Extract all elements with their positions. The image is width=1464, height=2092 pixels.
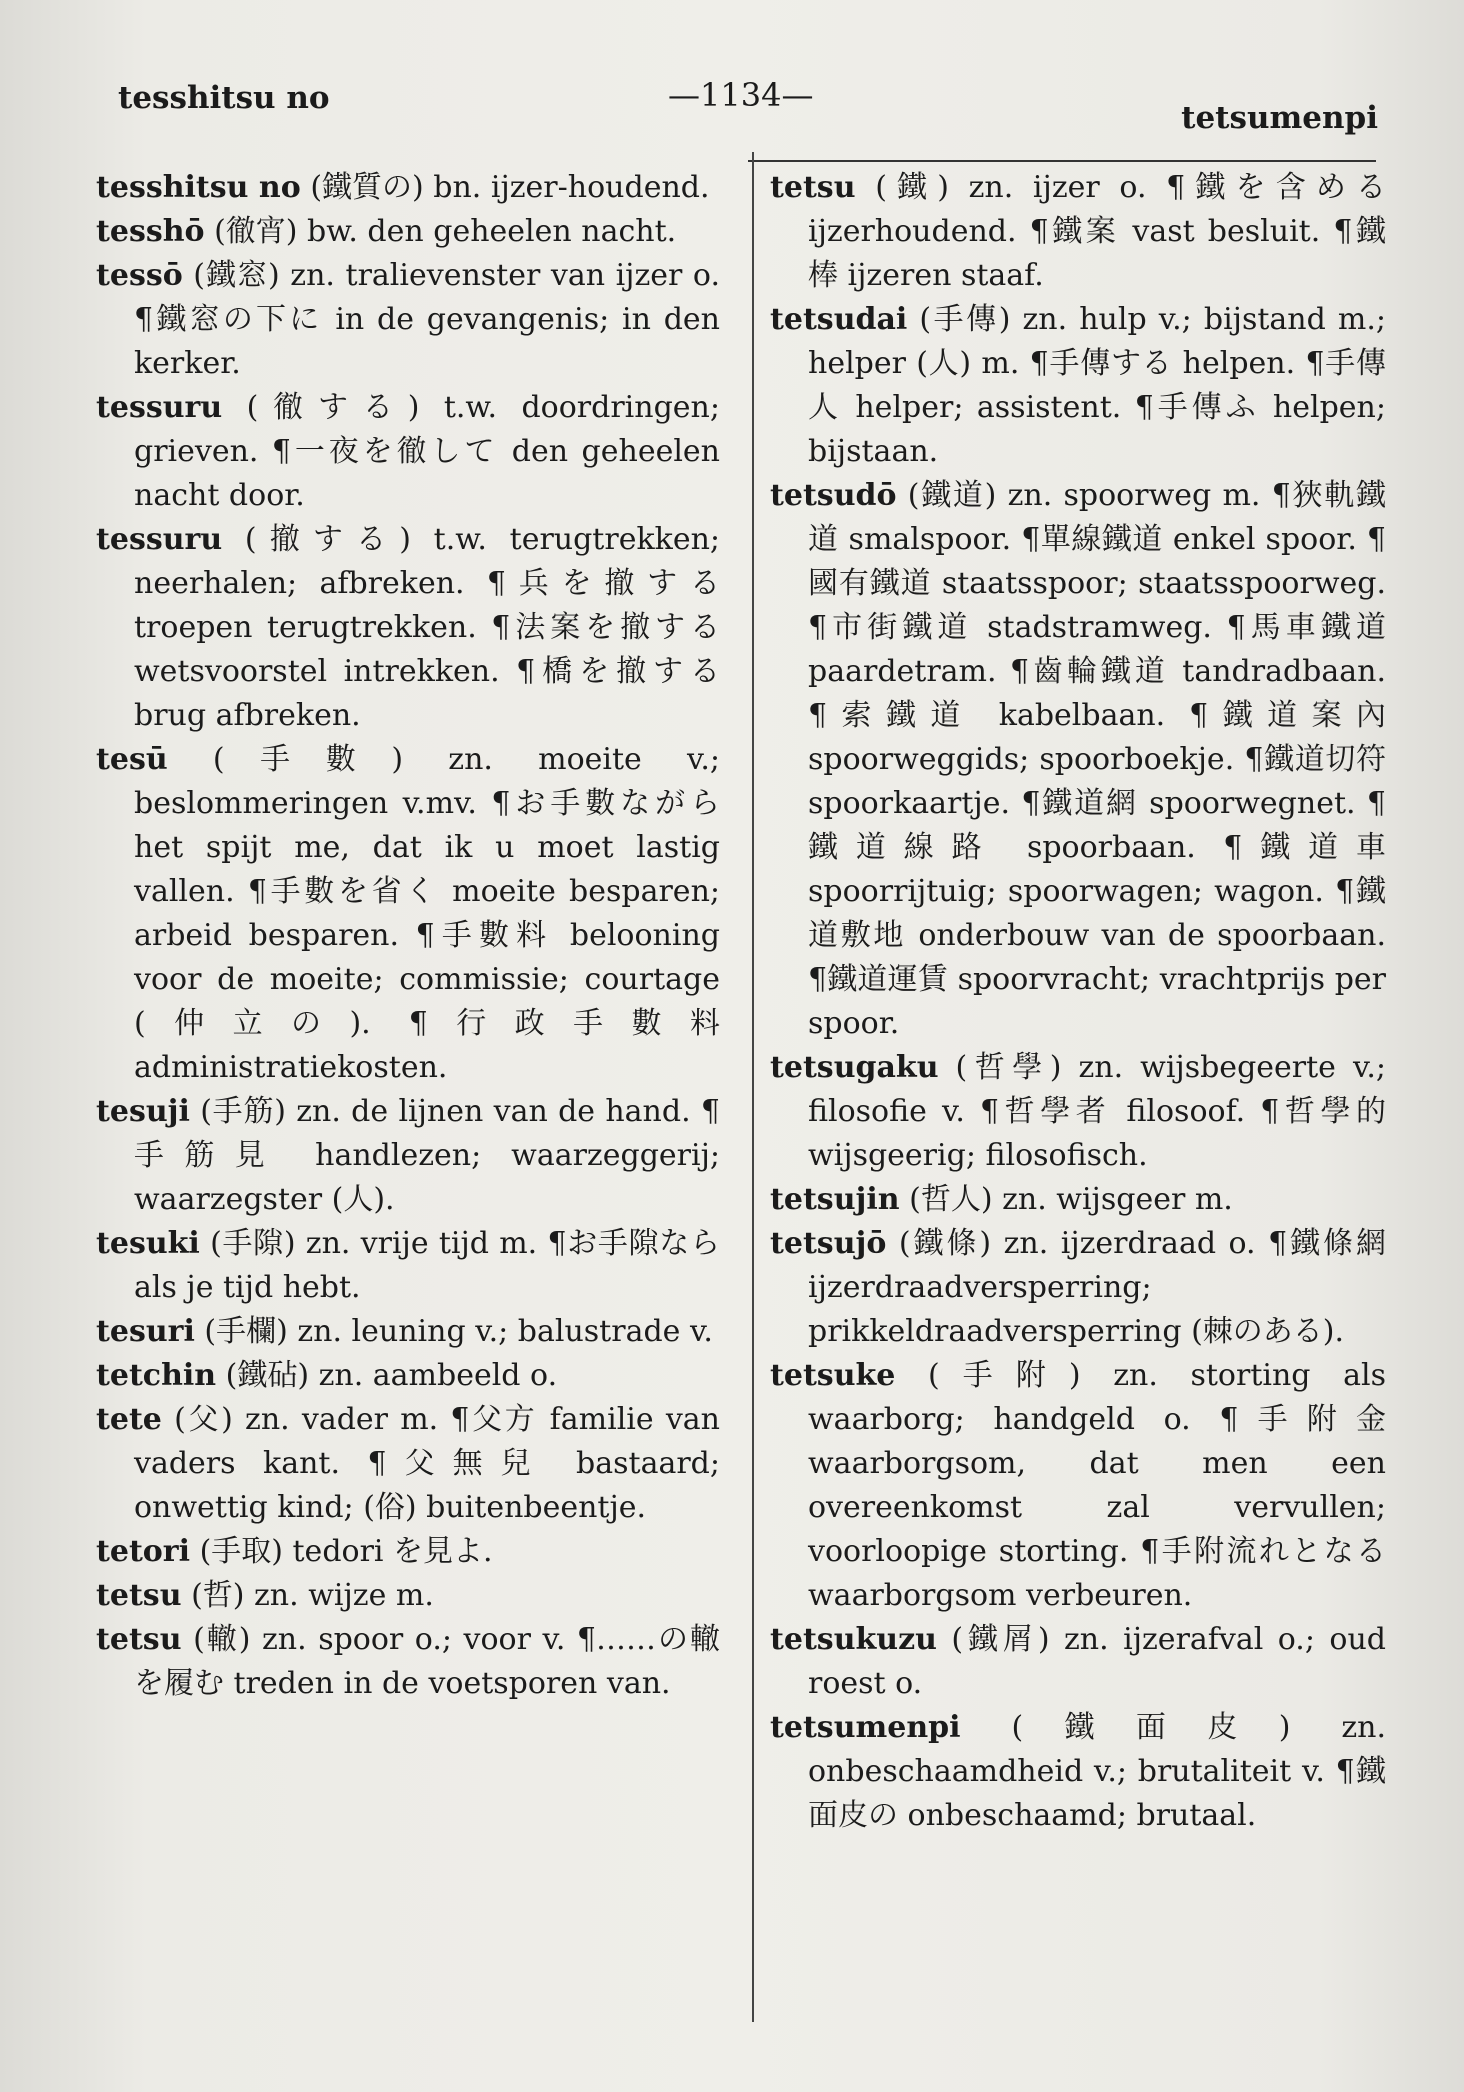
header-rule <box>748 160 1376 162</box>
entry-definition: (鐵屑) zn. ijzerafval o.; oud roest o. <box>808 1622 1386 1701</box>
dictionary-entry <box>770 1046 1386 1178</box>
dictionary-entry <box>96 1618 720 1706</box>
dictionary-entry <box>96 1398 720 1530</box>
header-left-guideword: tesshitsu no <box>118 80 330 116</box>
entry-headword: tesuji <box>96 1094 190 1129</box>
entry-definition: (手傳) zn. hulp v.; bijstand m.; helper (人) m. ¶手傳する helpen. ¶手傳人 helper; assistent. ¶手傳ふ helpen; bijstaan. <box>808 302 1386 469</box>
entry-headword: tetsu <box>96 1622 182 1657</box>
entry-definition: (哲學) zn. wijsbegeerte v.; filosofie v. ¶哲學者 filosoof. ¶哲學的 wijsgeerig; filosofisch. <box>808 1050 1386 1173</box>
entry-headword: tetori <box>96 1534 191 1569</box>
entry-headword: tessuru <box>96 522 223 557</box>
entry-headword: tetsumenpi <box>770 1710 961 1745</box>
entry-definition: (鐵窓) zn. tralievenster van ijzer o. ¶鐵窓の下に in de gevangenis; in den kerker. <box>134 258 720 381</box>
entry-headword: tetsudō <box>770 478 897 513</box>
dictionary-entry <box>96 386 720 518</box>
dictionary-entry <box>96 738 720 1090</box>
dictionary-entry <box>770 166 1386 298</box>
entry-headword: tetsujō <box>770 1226 887 1261</box>
entry-definition: (鐵道) zn. spoorweg m. ¶狹軌鐵道 smalspoor. ¶單線鐵道 enkel spoor. ¶國有鐵道 staatsspoor; staatsspoorweg. ¶市街鐵道 stadstramweg. ¶馬車鐵道 paardetram. ¶齒輪鐵道 tandradbaan. ¶索鐵道 kabelbaan. ¶鐵道案內 spoorweggids; spoorboekje. ¶鐵道切符 spoorkaartje. ¶鐵道網 spoorwegnet. ¶鐵道線路 spoorbaan. ¶鐵道車 spoorrijtuig; spoorwagen; wagon. ¶鐵道敷地 onderbouw van de spoorbaan. ¶鐵道運賃 spoorvracht; vrachtprijs per spoor. <box>808 478 1386 1041</box>
entry-headword: tetsudai <box>770 302 908 337</box>
entry-headword: tesuki <box>96 1226 200 1261</box>
dictionary-entry <box>770 1178 1386 1222</box>
dictionary-entry <box>770 298 1386 474</box>
right-column <box>770 166 1386 1838</box>
entry-headword: tetsu <box>770 170 856 205</box>
column-divider <box>752 152 754 2022</box>
entry-definition: (鐵質の) bn. ijzer-houdend. <box>310 170 710 205</box>
entry-headword: tesshō <box>96 214 205 249</box>
entry-definition: (徹宵) bw. den geheelen nacht. <box>214 214 677 249</box>
entry-definition: (徹する) t.w. doordringen; grieven. ¶一夜を徹して den geheelen nacht door. <box>134 390 720 513</box>
entry-headword: tesuri <box>96 1314 195 1349</box>
entry-headword: tetsu <box>96 1578 182 1613</box>
entry-definition: (手數) zn. moeite v.; beslommeringen v.mv. ¶お手數ながら het spijt me, dat ik u moet lastig vallen. ¶手數を省く moeite besparen; arbeid besparen. ¶手數料 belooning voor de moeite; commissie; courtage (仲立の). ¶行政手數料 administratiekosten. <box>134 742 720 1085</box>
entry-definition: (手取) tedori を見よ. <box>199 1534 493 1569</box>
entry-headword: tessō <box>96 258 183 293</box>
entry-headword: tessuru <box>96 390 223 425</box>
dictionary-entry <box>770 1706 1386 1838</box>
dictionary-entry <box>96 1310 720 1354</box>
entry-definition: (手欄) zn. leuning v.; balustrade v. <box>204 1314 713 1349</box>
entry-headword: tetsuke <box>770 1358 896 1393</box>
dictionary-entry <box>96 210 720 254</box>
dictionary-entry <box>96 1530 720 1574</box>
dictionary-entry <box>770 1354 1386 1618</box>
entry-definition: (父) zn. vader m. ¶父方 familie van vaders kant. ¶父無兒 bastaard; onwettig kind; (俗) buitenbeentje. <box>134 1402 720 1525</box>
entry-headword: tetsukuzu <box>770 1622 937 1657</box>
entry-definition: (手筋) zn. de lijnen van de hand. ¶手筋見 handlezen; waarzeggerij; waarzegster (人). <box>134 1094 720 1217</box>
page-number: —1134— <box>668 76 814 114</box>
header-right-guideword: tetsumenpi <box>1181 100 1378 136</box>
entry-headword: tesū <box>96 742 168 777</box>
dictionary-entry <box>96 518 720 738</box>
entry-definition: (鐵面皮) zn. onbeschaamdheid v.; brutaliteit v. ¶鐵面皮の onbeschaamd; brutaal. <box>808 1710 1386 1833</box>
entry-definition: (哲) zn. wijze m. <box>191 1578 434 1613</box>
dictionary-entry <box>96 166 720 210</box>
dictionary-entry <box>96 1574 720 1618</box>
entry-definition: (鐵) zn. ijzer o. ¶鐵を含める ijzerhoudend. ¶鐵案 vast besluit. ¶鐵棒 ijzeren staaf. <box>808 170 1386 293</box>
entry-definition: (手附) zn. storting als waarborg; handgeld o. ¶手附金 waarborgsom, dat men een overeenkomst zal vervullen; voorloopige storting. ¶手附流れとなる waarborgsom verbeuren. <box>808 1358 1386 1613</box>
entry-definition: (撤する) t.w. terugtrekken; neerhalen; afbreken. ¶兵を撤する troepen terugtrekken. ¶法案を撤する wetsvoorstel intrekken. ¶橋を撤する brug afbreken. <box>134 522 720 733</box>
dictionary-entry <box>96 1090 720 1222</box>
entry-headword: tesshitsu no <box>96 170 301 205</box>
entry-headword: tetsugaku <box>770 1050 939 1085</box>
dictionary-entry <box>96 1354 720 1398</box>
entry-definition: (哲人) zn. wijsgeer m. <box>909 1182 1233 1217</box>
dictionary-entry <box>770 474 1386 1046</box>
entry-headword: tetsujin <box>770 1182 900 1217</box>
page-header <box>0 70 1464 136</box>
entry-definition: (鐵條) zn. ijzerdraad o. ¶鐵條網 ijzerdraadversperring; prikkeldraadversperring (棘のある). <box>808 1226 1386 1349</box>
entry-definition: (鐵砧) zn. aambeeld o. <box>225 1358 558 1393</box>
left-column <box>96 166 720 1706</box>
dictionary-entry <box>96 1222 720 1310</box>
dictionary-entry <box>770 1618 1386 1706</box>
entry-headword: tete <box>96 1402 162 1437</box>
dictionary-entry <box>770 1222 1386 1354</box>
entry-definition: (手隙) zn. vrije tijd m. ¶お手隙なら als je tijd hebt. <box>134 1226 720 1305</box>
dictionary-entry <box>96 254 720 386</box>
entry-headword: tetchin <box>96 1358 217 1393</box>
entry-definition: (轍) zn. spoor o.; voor v. ¶……の轍を履む treden in de voetsporen van. <box>134 1622 721 1701</box>
